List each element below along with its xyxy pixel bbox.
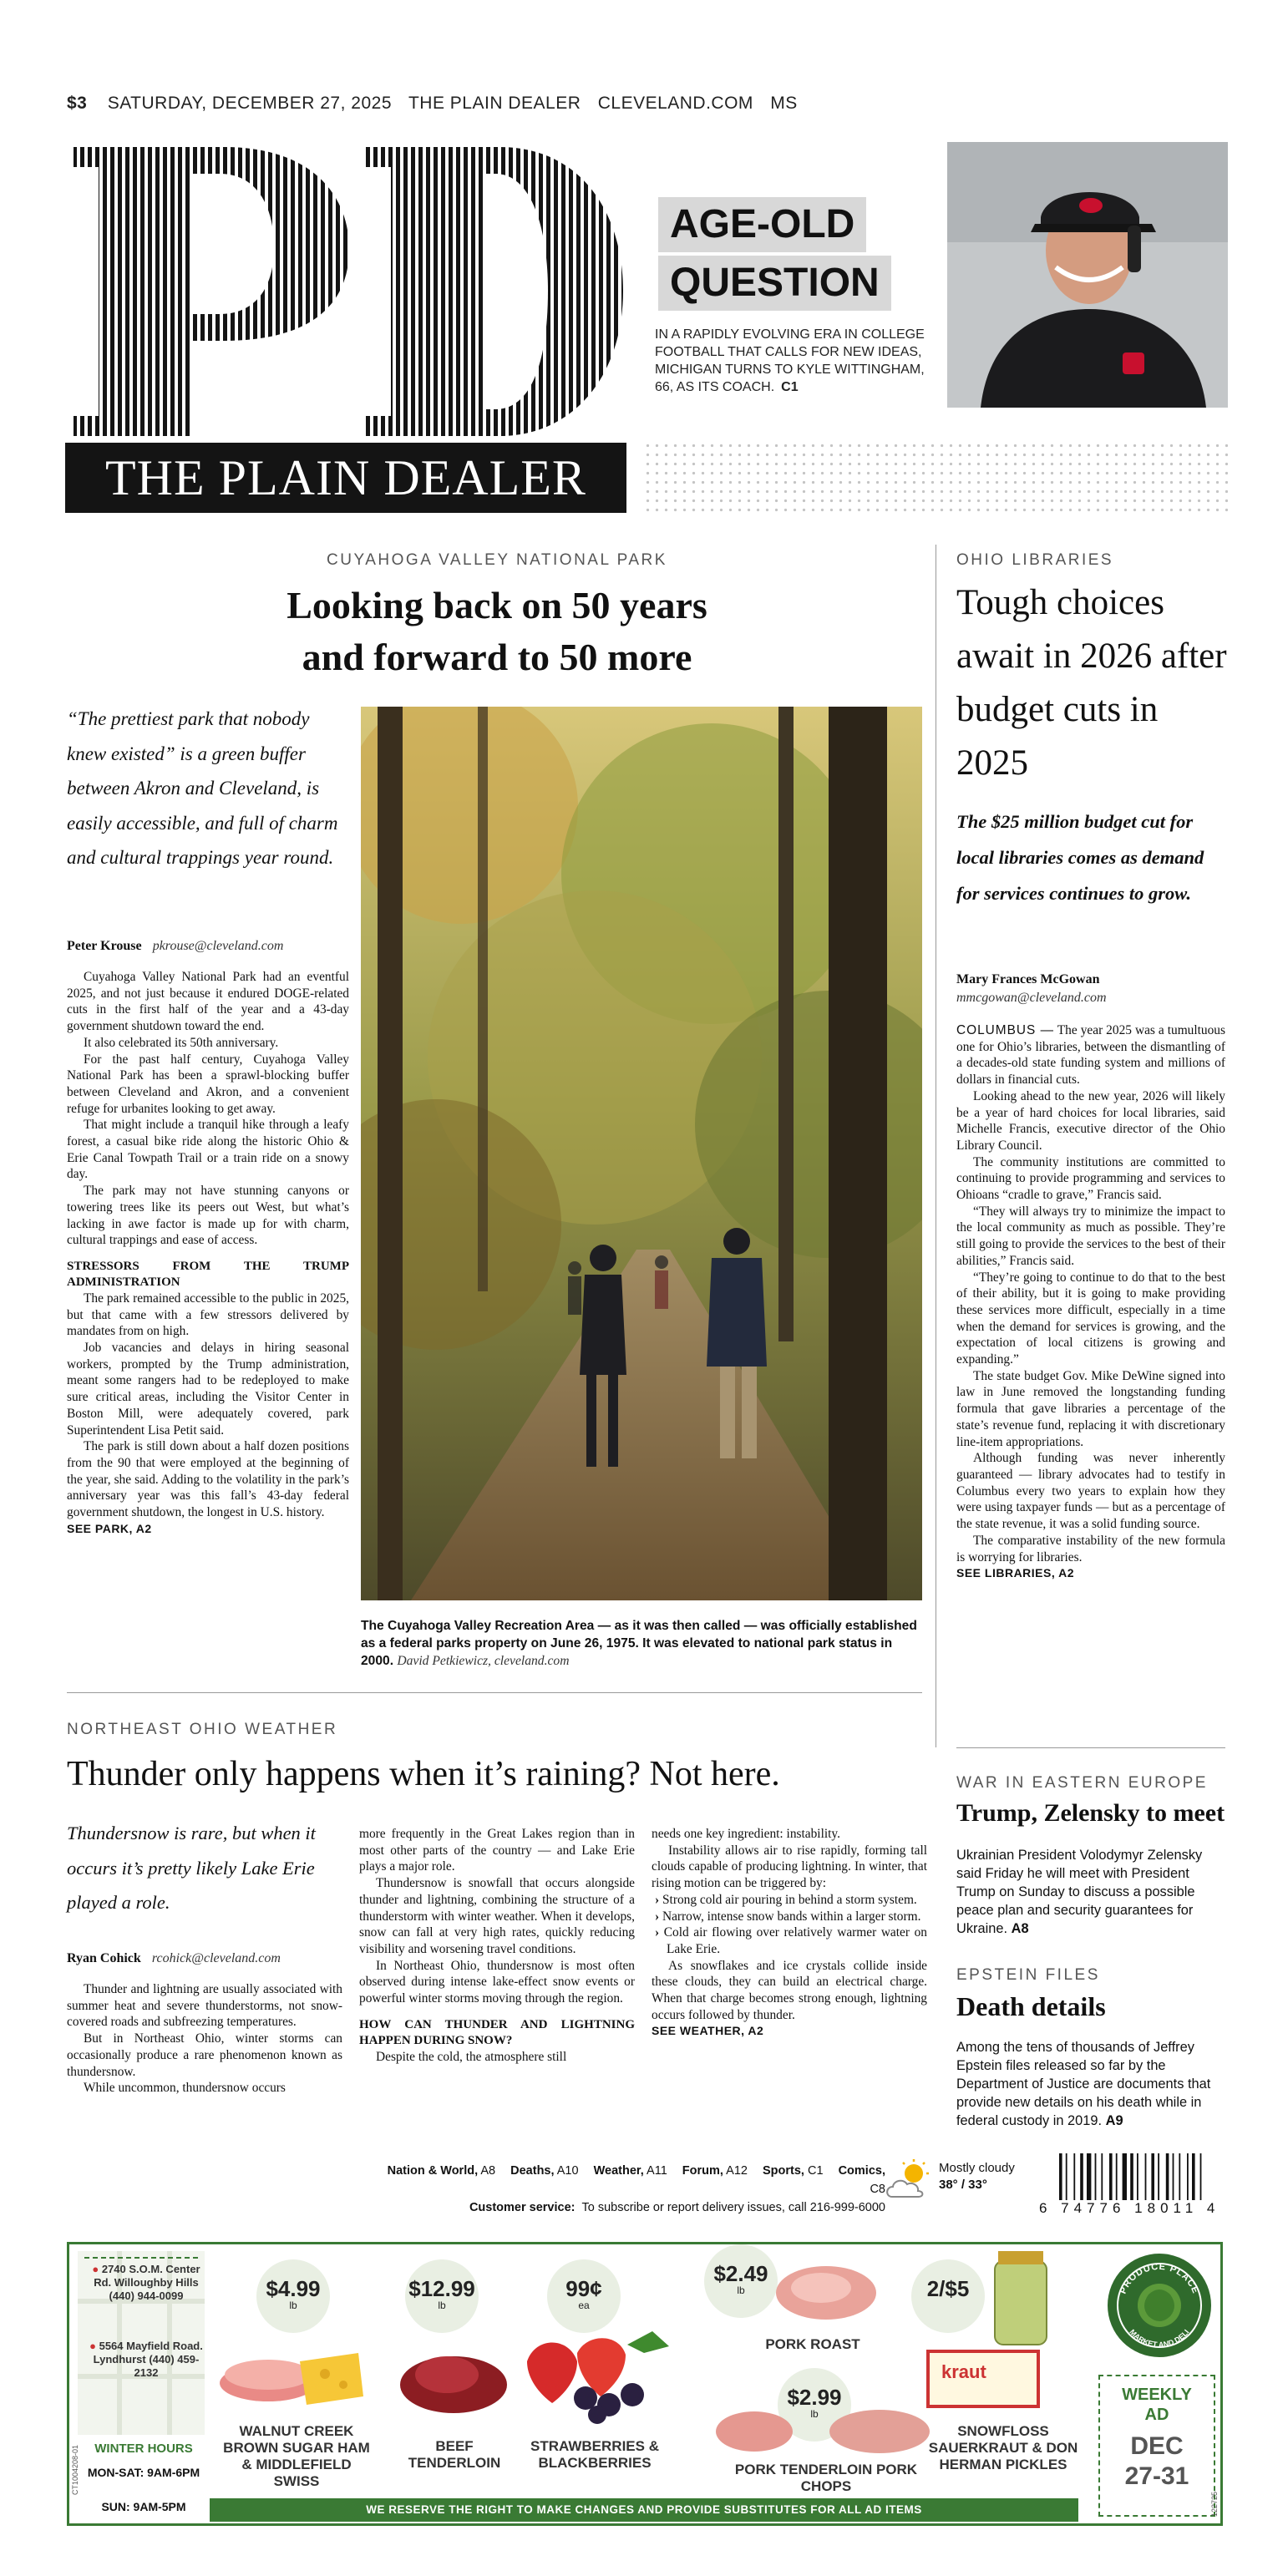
ad-disclaimer: WE RESERVE THE RIGHT TO MAKE CHANGES AND PROVIDE SUBSTITUTES FOR ALL AD ITEMS xyxy=(210,2498,1078,2522)
sauerkraut-pickles-icon xyxy=(911,2244,1112,2411)
libraries-paragraph: “They’re going to continue to do that to the best of their ability, but it is going to make providing these services more difficult, especially in a time when the demand for services is growing, and the expectation of local citizens is growing and expanding.” xyxy=(956,1270,1225,1367)
libraries-author-email[interactable]: mmcgowan@cleveland.com xyxy=(956,991,1107,1005)
lead-headline[interactable] xyxy=(217,580,777,683)
store-location-1 xyxy=(89,2263,203,2303)
grocery-ad[interactable] xyxy=(67,2242,1223,2526)
weather-jump-link[interactable]: SEE WEATHER, A2 xyxy=(652,2024,764,2038)
top-info-bar xyxy=(67,94,809,114)
map-pin-icon: ● xyxy=(89,2340,96,2352)
weather-column-3 xyxy=(652,1826,927,2040)
teaser-dek xyxy=(655,326,939,396)
lead-paragraph: It also celebrated its 50th anniversary. xyxy=(84,1035,279,1050)
war-headline[interactable]: Trump, Zelensky to meet xyxy=(956,1799,1225,1827)
pd-monogram-icon xyxy=(65,140,626,443)
weekly-label-2: AD xyxy=(1144,2406,1169,2424)
index-item[interactable]: Weather, A11 xyxy=(593,2164,667,2178)
teaser-photo[interactable] xyxy=(947,142,1228,408)
lead-paragraph: The park may not have stunning canyons or towering trees like its peers out West, but what’s lacking in awe factor is made up for with charm, cultural trappings and ease of access. xyxy=(67,1184,349,1248)
ad-store-info xyxy=(69,2244,206,2523)
index-item[interactable]: Nation & World, A8 xyxy=(387,2164,496,2178)
teaser-headline-line2: QUESTION xyxy=(658,256,891,311)
war-summary-text: Ukrainian President Volodymyr Zelensky said Friday he will meet with President Trump on Sunday to discuss a possible peace plan and security guarantees for Ukraine. xyxy=(956,1848,1203,1936)
teaser-headline-line1: AGE-OLD xyxy=(658,197,866,252)
war-kicker: WAR IN EASTERN EUROPE xyxy=(956,1774,1208,1792)
lead-dek: “The prettiest park that nobody knew existed” is a green buffer between Akron and Cleveland, is easily accessible, and full of charm and cultural trappings year round. xyxy=(67,708,338,868)
ad-item-label: PORK ROAST xyxy=(765,2336,860,2352)
forecast-temps: 38° / 33° xyxy=(939,2178,987,2192)
store-address-1: 2740 S.O.M. Center Rd. Willoughby Hills (440) 944-0099 xyxy=(94,2263,200,2302)
lead-paragraph: The park remained accessible to the public in 2025, but that came with a few stressors delivered by mandates from on high. xyxy=(67,1291,349,1339)
ad-item-label: SNOWFLOSS SAUERKRAUT & DON HERMAN PICKLES xyxy=(928,2423,1078,2472)
teaser-headline[interactable] xyxy=(658,197,891,314)
index-item[interactable]: Comics, C8 xyxy=(838,2164,885,2196)
weather-dek: Thundersnow is rare, but when it occurs it’s pretty likely Lake Erie played a role. xyxy=(67,1823,316,1913)
libraries-jump-link[interactable]: SEE LIBRARIES, A2 xyxy=(956,1566,1075,1580)
index-item[interactable]: Deaths, A10 xyxy=(510,2164,579,2178)
ham-and-cheese-icon xyxy=(216,2328,367,2411)
weekly-ad-box xyxy=(1098,2375,1215,2517)
weather-paragraph: Thundersnow is snowfall that occurs alongside thunder and lightning, combining the structure of a thunderstorm with winter weather. When it develops, snow can fall at very high rates, quickly reducing visibility and worsening travel conditions. xyxy=(359,1876,635,1956)
libraries-dek: The $25 million budget cut for local libraries comes as demand for services continues to grow. xyxy=(956,811,1204,904)
weather-column-1 xyxy=(67,1981,342,2097)
brand-bottom-text: MARKET AND DELI xyxy=(1128,2327,1191,2350)
lead-subhead: STRESSORS FROM THE TRUMP ADMINISTRATION xyxy=(67,1259,349,1289)
lead-paragraph: Job vacancies and delays in hiring seasonal workers, prompted by the Trump administration, meant some rangers had to be redeployed to make sure critical areas, including the Visitor Center in Boston Mill, were adequately covered, park Superintendent Lisa Petit said. xyxy=(67,1341,349,1438)
index-item[interactable]: Sports, C1 xyxy=(763,2164,824,2178)
decorative-dot-field xyxy=(643,441,1228,513)
strawberries-blackberries-icon xyxy=(510,2328,677,2425)
epstein-summary xyxy=(956,2038,1225,2130)
weather-paragraph: But in Northeast Ohio, winter storms can occasionally produce a rare phenomenon known as thundersnow. xyxy=(67,2031,342,2079)
weather-paragraph: While uncommon, thundersnow occurs xyxy=(84,2081,286,2096)
weather-paragraph: more frequently in the Great Lakes region than in most other parts of the country — and Lake Erie plays a major role. xyxy=(359,1827,635,1874)
lead-paragraph: For the past half century, Cuyahoga Valley National Park has been a sprawl-blocking buffer between Cleveland and Akron, and a convenient refuge for urbanites looking to get away. xyxy=(67,1052,349,1116)
libraries-body xyxy=(956,1022,1225,1582)
lead-headline-line1: Looking back on 50 years xyxy=(287,584,707,626)
weather-paragraph: Despite the cold, the atmosphere still xyxy=(376,2049,567,2064)
weather-author-email[interactable]: rcohick@cleveland.com xyxy=(151,1951,281,1965)
ad-price-badge: $4.99 lb xyxy=(256,2259,330,2333)
ad-hours-sunday: SUN: 9AM-5PM xyxy=(101,2500,186,2513)
coach-headset-photo-icon xyxy=(947,142,1228,408)
weather-bullet-list xyxy=(652,1892,927,1958)
section-divider xyxy=(67,1692,922,1693)
libraries-paragraph: The year 2025 was a tumultuous one for Ohio’s libraries, between the dismantling of a decades-old state funding system and millions of dollars in financial cuts. xyxy=(956,1023,1225,1088)
libraries-paragraph: “They will always try to minimize the impact to the local community as much as possible. They’re still going to provide the services to the best of their abilities,” Francis said. xyxy=(956,1204,1225,1268)
libraries-author: Mary Frances McGowan xyxy=(956,972,1100,986)
libraries-dateline: COLUMBUS — xyxy=(956,1023,1055,1037)
weather-kicker: NORTHEAST OHIO WEATHER xyxy=(67,1721,338,1738)
brand-top-text: PRODUCE PLACE xyxy=(1118,2261,1201,2296)
ad-item-label: PORK TENDERLOIN PORK CHOPS xyxy=(734,2462,918,2494)
lead-author: Peter Krouse xyxy=(67,939,142,953)
weather-paragraph: Instability allows air to rise rapidly, forming tall clouds capable of producing lightning. In winter, that rising motion can be triggered by: xyxy=(652,1843,927,1891)
ad-price-badge: 2/$5 xyxy=(911,2259,985,2333)
paper-name-small: THE PLAIN DEALER xyxy=(408,94,581,113)
weather-paragraph: As snowflakes and ice crystals collide inside these clouds, they can build an electrical charge. When that charge becomes strong enough, lightning occurs followed by thunder. xyxy=(652,1958,927,2022)
libraries-byline xyxy=(956,971,1107,1007)
forecast xyxy=(939,2160,1015,2193)
lead-photo[interactable] xyxy=(361,707,922,1600)
weather-column-2 xyxy=(359,1826,635,2065)
weather-byline xyxy=(67,1950,281,1966)
libraries-paragraph: Although funding was never inherently guaranteed — library advocates had to testify in Columbus every two years to explain how they were using taxpayer funds — but as a percentage of the state revenue, it was a solid funding source. xyxy=(956,1451,1225,1532)
lead-body xyxy=(67,969,349,1538)
weather-bullet: › Cold air flowing over relatively warmer water on Lake Erie. xyxy=(652,1924,927,1957)
libraries-kicker: OHIO LIBRARIES xyxy=(956,551,1114,569)
lead-photo-caption xyxy=(361,1617,922,1670)
epstein-headline[interactable]: Death details xyxy=(956,1991,1106,2021)
lead-caption-text: The Cuyahoga Valley Recreation Area — as it was then called — was officially established as a federal parks property on June 26, 1975. It was elevated to national park status in 2000. xyxy=(361,1619,917,1668)
store-address-2: 5564 Mayfield Road. Lyndhurst (440) 459-2132 xyxy=(93,2340,203,2379)
lead-author-email[interactable]: pkrouse@cleveland.com xyxy=(152,939,284,953)
teaser-dek-text: IN A RAPIDLY EVOLVING ERA IN COLLEGE FOOTBALL THAT CALLS FOR NEW IDEAS, MICHIGAN TURNS TO KYLE WITTINGHAM, 66, AS ITS COACH. xyxy=(655,327,925,394)
lead-paragraph: That might include a tranquil hike through a leafy forest, a casual bike ride along the historic Ohio & Erie Canal Towpath Trail or a train ride on a snowy day. xyxy=(67,1118,349,1182)
cover-price: $3 xyxy=(67,94,88,113)
lead-kicker: CUYAHOGA VALLEY NATIONAL PARK xyxy=(327,551,667,569)
libraries-headline[interactable]: Tough choices await in 2026 after budget cuts in 2025 xyxy=(956,583,1227,783)
masthead-name: THE PLAIN DEALER xyxy=(65,443,626,513)
customer-service-text: To subscribe or report delivery issues, call 216-999-6000 xyxy=(581,2201,885,2214)
epstein-page-ref[interactable]: A9 xyxy=(1105,2113,1123,2128)
beef-tenderloin-icon xyxy=(395,2335,512,2418)
forest-trail-photo-icon xyxy=(361,707,922,1600)
war-summary xyxy=(956,1846,1225,1938)
produce-place-logo-icon[interactable] xyxy=(1105,2251,1214,2360)
weekly-dates: 27-31 xyxy=(1124,2462,1189,2490)
libraries-paragraph: The community institutions are committed to continuing to provide programming and services to Ohioans “cradle to grave,” Francis said. xyxy=(956,1154,1225,1203)
ad-hours-weekday: MON-SAT: 9AM-6PM xyxy=(87,2466,200,2479)
lead-jump-link[interactable]: SEE PARK, A2 xyxy=(67,1521,152,1535)
ad-hours-title: WINTER HOURS xyxy=(94,2442,193,2456)
ad-side-code: CT1004208-01 xyxy=(71,2444,79,2495)
lead-photo-credit: David Petkiewicz, cleveland.com xyxy=(397,1654,570,1668)
ad-item-label: STRAWBERRIES & BLACKBERRIES xyxy=(530,2438,659,2471)
epstein-summary-text: Among the tens of thousands of Jeffrey Epstein files released so far by the Department of Justice are documents that provide new details on his death while in federal custody in 2019. xyxy=(956,2040,1211,2128)
ad-date-code: 122725 xyxy=(1210,2491,1219,2517)
ad-price-badge: $2.99 lb xyxy=(778,2368,851,2442)
weather-headline[interactable]: Thunder only happens when it’s raining? Not here. xyxy=(67,1755,780,1793)
ad-price-badge: $12.99 lb xyxy=(405,2259,479,2333)
website[interactable]: CLEVELAND.COM xyxy=(597,94,753,113)
lead-paragraph: Cuyahoga Valley National Park had an eventful 2025, and not just because it endured DOGE-related cuts in the first half of the year and a 43-day government shutdown toward the end. xyxy=(67,970,349,1034)
lead-headline-line2: and forward to 50 more xyxy=(302,636,692,678)
weekly-label-1: WEEKLY xyxy=(1122,2386,1192,2404)
libraries-paragraph: The state budget Gov. Mike DeWine signed into law in June removed the longstanding funding formula that gave libraries a percentage of the state’s revenue fund, replacing it with discretionary line-item appropriations. xyxy=(956,1368,1225,1449)
weather-bullet: › Narrow, intense snow bands within a larger storm. xyxy=(652,1909,927,1925)
weather-bullet: › Strong cold air pouring in behind a storm system. xyxy=(652,1892,927,1909)
libraries-paragraph: Looking ahead to the new year, 2026 will likely be a year of hard choices for local libraries, said Michelle Francis, executive director of the Ohio Library Council. xyxy=(956,1088,1225,1153)
weekly-month: DEC xyxy=(1130,2432,1184,2460)
forecast-text: Mostly cloudy xyxy=(939,2161,1015,2175)
weather-paragraph: Thunder and lightning are usually associated with summer heat and severe thunderstorms, not snow-covered roads and subfreezing temperatures. xyxy=(67,1982,342,2030)
lead-paragraph: The park is still down about a half dozen positions from the 90 that were employed at the beginning of the year, she said. Adding to the volatility in the park’s anniversary year was this fall’s 43-day federal government shutdown, the longest in U.S. history. xyxy=(67,1439,349,1520)
ad-item-label: WALNUT CREEK BROWN SUGAR HAM & MIDDLEFIELD SWISS xyxy=(223,2423,370,2489)
issue-date: SATURDAY, DECEMBER 27, 2025 xyxy=(107,94,392,113)
weather-author: Ryan Cohick xyxy=(67,1951,141,1965)
ad-item-label: BEEF TENDERLOIN xyxy=(408,2438,501,2471)
epstein-kicker: EPSTEIN FILES xyxy=(956,1966,1100,1984)
lead-byline xyxy=(67,937,283,954)
ad-price-badge: $2.49 lb xyxy=(704,2244,778,2318)
sidebar-divider xyxy=(956,1747,1225,1748)
edition-code: MS xyxy=(770,94,798,113)
store-location-2 xyxy=(89,2340,203,2380)
weather-subhead: HOW CAN THUNDER AND LIGHTNING HAPPEN DURING SNOW? xyxy=(359,2017,635,2047)
customer-service-label: Customer service: xyxy=(469,2201,576,2214)
index-item[interactable]: Forum, A12 xyxy=(682,2164,748,2178)
weather-paragraph: In Northeast Ohio, thundersnow is most often observed during intense lake-effect snow events or powerful winter storms moving through the region. xyxy=(359,1958,635,2006)
ad-price-badge: 99¢ ea xyxy=(547,2259,621,2333)
map-pin-icon: ● xyxy=(92,2263,99,2275)
teaser-page-ref[interactable]: C1 xyxy=(781,380,799,394)
pork-chops-icon xyxy=(712,2400,938,2458)
customer-service-line xyxy=(368,2198,885,2217)
barcode-number: 6 74776 18011 4 xyxy=(1039,2200,1220,2216)
pork-roast-icon xyxy=(773,2258,881,2325)
war-page-ref[interactable]: A8 xyxy=(1011,1921,1029,1936)
section-index xyxy=(368,2162,885,2217)
partly-cloudy-icon xyxy=(884,2158,934,2202)
weather-paragraph: needs one key ingredient: instability. xyxy=(652,1827,840,1841)
libraries-paragraph: The comparative instability of the new formula is worrying for libraries. xyxy=(956,1533,1225,1564)
index-row xyxy=(368,2162,885,2198)
sauerkraut-package-label: kraut xyxy=(941,2361,986,2382)
